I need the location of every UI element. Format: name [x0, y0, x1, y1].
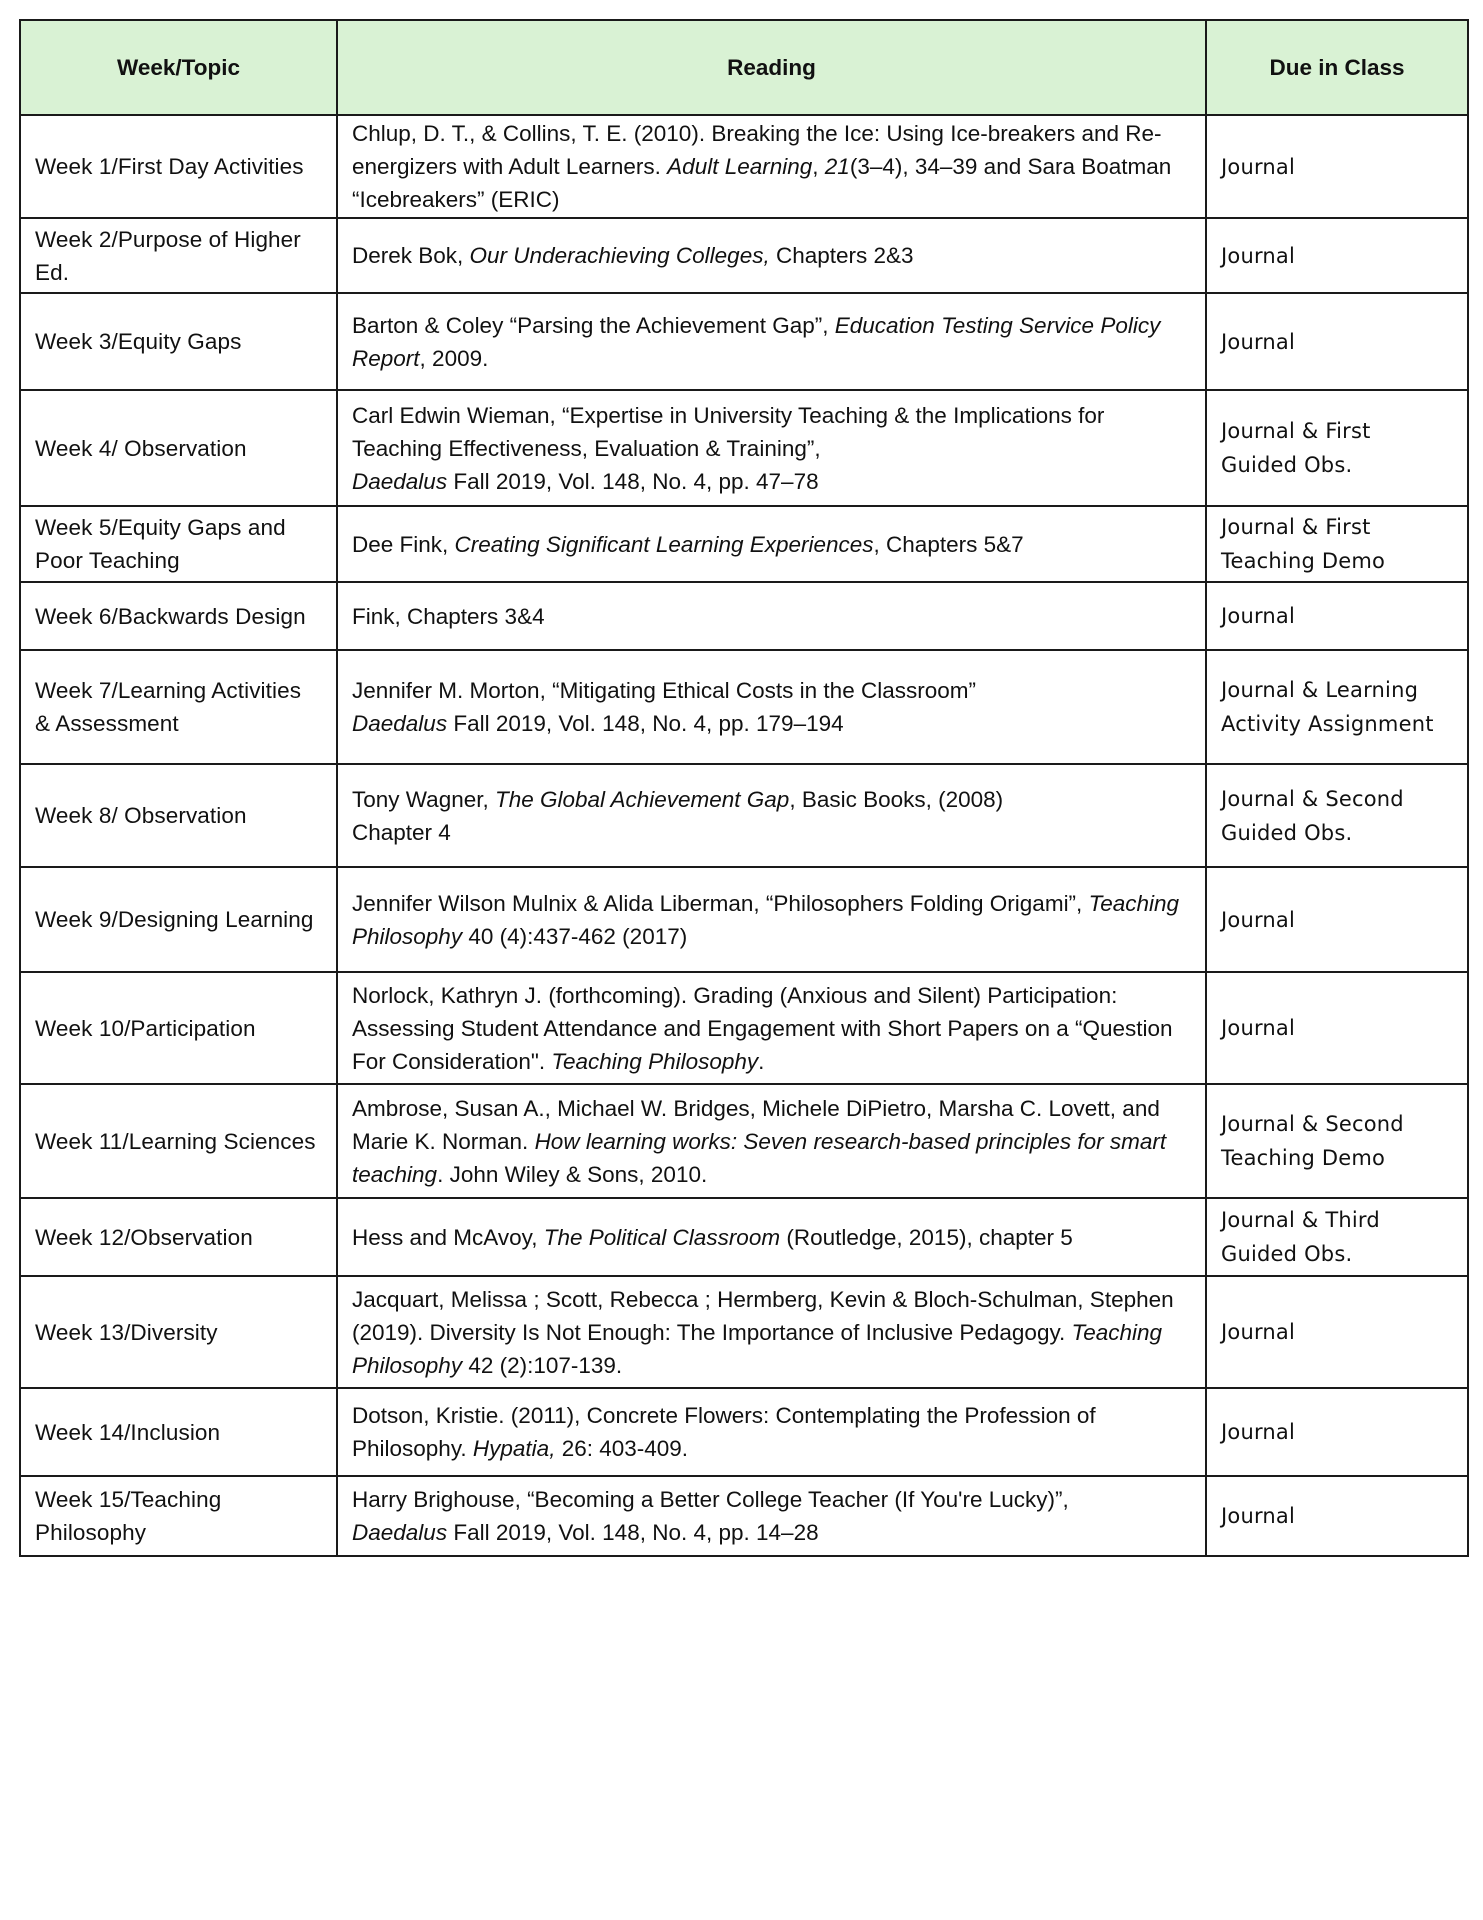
table-row	[20, 293, 1468, 390]
table-row	[20, 218, 1468, 293]
reading-text: Carl Edwin Wieman, “Expertise in University Teaching & the Implications for Teaching Effectiveness, Evaluation & Training”,	[352, 402, 1105, 461]
table-row	[20, 972, 1468, 1084]
due-in-class-cell: Journal	[1206, 1276, 1468, 1388]
reading-text: Fink, Chapters 3&4	[352, 603, 545, 629]
due-in-class-cell: Journal & Second Guided Obs.	[1206, 764, 1468, 867]
table-row	[20, 115, 1468, 218]
reading-text: Fall 2019, Vol. 148, No. 4, pp. 179–194	[447, 711, 844, 736]
reading-text: Fall 2019, Vol. 148, No. 4, pp. 14–28	[447, 1520, 819, 1545]
due-in-class-cell: Journal & Third Guided Obs.	[1206, 1198, 1468, 1276]
reading-text: Chapter 4	[352, 819, 451, 845]
reading-cell	[337, 1276, 1206, 1388]
reading-title-italic: Teaching Philosophy	[352, 890, 1180, 949]
reading-text: 40 (4):437-462 (2017)	[462, 923, 688, 949]
reading-cell	[337, 506, 1206, 582]
header-due-in-class: Due in Class	[1206, 20, 1468, 115]
reading-text: Fall 2019, Vol. 148, No. 4, pp. 47–78	[447, 468, 819, 494]
reading-title-italic: Teaching Philosophy	[551, 1048, 759, 1074]
due-in-class-cell: Journal	[1206, 115, 1468, 218]
reading-text: Jacquart, Melissa ; Scott, Rebecca ; Hermberg, Kevin & Bloch-Schulman, Stephen (2019). Diversity Is Not Enough: The Importance of Inclusive Pedagogy.	[352, 1286, 1174, 1345]
reading-title-italic: 21	[824, 154, 850, 179]
reading-text: Dee Fink,	[352, 531, 455, 557]
reading-cell	[337, 1388, 1206, 1476]
reading-cell	[337, 867, 1206, 972]
reading-cell	[337, 582, 1206, 650]
reading-title-italic: Daedalus	[352, 1520, 448, 1545]
due-in-class-cell: Journal	[1206, 293, 1468, 390]
reading-text: . John Wiley & Sons, 2010.	[437, 1161, 708, 1187]
table-row	[20, 1388, 1468, 1476]
reading-text: Barton & Coley “Parsing the Achievement Gap”,	[352, 312, 835, 338]
reading-text: , 2009.	[419, 345, 489, 371]
due-in-class-cell: Journal & First Teaching Demo	[1206, 506, 1468, 582]
week-topic-cell: Week 6/Backwards Design	[20, 582, 337, 650]
reading-title-italic: Daedalus	[352, 711, 448, 736]
week-topic-cell: Week 9/Designing Learning	[20, 867, 337, 972]
due-in-class-cell: Journal	[1206, 972, 1468, 1084]
reading-text: Norlock, Kathryn J. (forthcoming). Grading (Anxious and Silent) Participation: Assessing Student Attendance and Engagement with Short Papers on a “Question For Consideration".	[352, 982, 1173, 1074]
table-row	[20, 1084, 1468, 1198]
table-row	[20, 506, 1468, 582]
week-topic-cell: Week 4/ Observation	[20, 390, 337, 506]
reading-text: Jennifer Wilson Mulnix & Alida Liberman, “Philosophers Folding Origami”,	[352, 890, 1089, 916]
week-topic-cell: Week 7/Learning Activities & Assessment	[20, 650, 337, 764]
reading-title-italic: The Global Achievement Gap	[495, 786, 790, 812]
week-topic-cell: Week 14/Inclusion	[20, 1388, 337, 1476]
table-row	[20, 582, 1468, 650]
reading-cell	[337, 764, 1206, 867]
due-in-class-cell: Journal & Learning Activity Assignment	[1206, 650, 1468, 764]
due-in-class-cell: Journal	[1206, 582, 1468, 650]
schedule-body	[20, 115, 1468, 1556]
reading-text: 42 (2):107-139.	[462, 1352, 623, 1378]
table-row	[20, 867, 1468, 972]
due-in-class-cell: Journal	[1206, 218, 1468, 293]
reading-text: .	[758, 1048, 765, 1074]
table-row	[20, 650, 1468, 764]
reading-title-italic: Adult Learning	[667, 154, 813, 179]
table-row	[20, 764, 1468, 867]
table-row	[20, 1198, 1468, 1276]
reading-cell	[337, 293, 1206, 390]
reading-cell	[337, 390, 1206, 506]
due-in-class-cell: Journal & First Guided Obs.	[1206, 390, 1468, 506]
table-row	[20, 1276, 1468, 1388]
reading-cell	[337, 1198, 1206, 1276]
reading-text: ,	[812, 154, 825, 179]
reading-cell	[337, 972, 1206, 1084]
reading-text: Derek Bok,	[352, 243, 470, 268]
reading-title-italic: Creating Significant Learning Experiences	[454, 531, 874, 557]
reading-title-italic: The Political Classroom	[543, 1224, 781, 1250]
reading-cell	[337, 218, 1206, 293]
reading-text: Harry Brighouse, “Becoming a Better College Teacher (If You're Lucky)”,	[352, 1487, 1069, 1512]
week-topic-cell: Week 13/Diversity	[20, 1276, 337, 1388]
week-topic-cell: Week 10/Participation	[20, 972, 337, 1084]
reading-cell	[337, 1476, 1206, 1556]
week-topic-cell: Week 12/Observation	[20, 1198, 337, 1276]
reading-text: Tony Wagner,	[352, 786, 495, 812]
reading-text: 26: 403-409.	[555, 1436, 689, 1461]
reading-text: , Chapters 5&7	[873, 531, 1024, 557]
reading-title-italic: How learning works: Seven research-based principles for smart teaching	[352, 1128, 1167, 1187]
reading-text: (3–4), 34–39 and Sara Boatman “Icebreakers” (ERIC)	[352, 154, 1172, 212]
reading-text: , Basic Books, (2008)	[789, 786, 1004, 812]
reading-cell	[337, 650, 1206, 764]
due-in-class-cell: Journal	[1206, 867, 1468, 972]
reading-text: Jennifer M. Morton, “Mitigating Ethical Costs in the Classroom”	[352, 678, 976, 703]
week-topic-cell: Week 3/Equity Gaps	[20, 293, 337, 390]
reading-title-italic: Our Underachieving Colleges,	[469, 243, 770, 268]
reading-text: Chlup, D. T., & Collins, T. E. (2010). Breaking the Ice: Using Ice-breakers and Re-energizers with Adult Learners.	[352, 121, 1162, 179]
reading-cell	[337, 115, 1206, 218]
week-topic-cell: Week 11/Learning Sciences	[20, 1084, 337, 1198]
week-topic-cell: Week 2/Purpose of Higher Ed.	[20, 218, 337, 293]
table-row	[20, 390, 1468, 506]
header-row	[20, 20, 1468, 115]
reading-schedule-table	[19, 19, 1469, 1557]
reading-cell	[337, 1084, 1206, 1198]
week-topic-cell: Week 1/First Day Activities	[20, 115, 337, 218]
week-topic-cell: Week 8/ Observation	[20, 764, 337, 867]
table-row	[20, 1476, 1468, 1556]
reading-title-italic: Daedalus	[352, 468, 448, 494]
reading-title-italic: Teaching Philosophy	[352, 1319, 1163, 1378]
reading-title-italic: Education Testing Service Policy Report	[352, 312, 1161, 371]
due-in-class-cell: Journal	[1206, 1476, 1468, 1556]
header-week-topic: Week/Topic	[20, 20, 337, 115]
reading-text: Hess and McAvoy,	[352, 1224, 544, 1250]
reading-text: Dotson, Kristie. (2011), Concrete Flowers: Contemplating the Profession of Philosophy.	[352, 1403, 1096, 1461]
due-in-class-cell: Journal & Second Teaching Demo	[1206, 1084, 1468, 1198]
reading-text: Chapters 2&3	[769, 243, 914, 268]
reading-text: Ambrose, Susan A., Michael W. Bridges, Michele DiPietro, Marsha C. Lovett, and Marie K. Norman.	[352, 1095, 1160, 1154]
reading-text: (Routledge, 2015), chapter 5	[780, 1224, 1073, 1250]
reading-title-italic: Hypatia,	[472, 1436, 556, 1461]
week-topic-cell: Week 5/Equity Gaps and Poor Teaching	[20, 506, 337, 582]
header-reading: Reading	[337, 20, 1206, 115]
week-topic-cell: Week 15/Teaching Philosophy	[20, 1476, 337, 1556]
due-in-class-cell: Journal	[1206, 1388, 1468, 1476]
